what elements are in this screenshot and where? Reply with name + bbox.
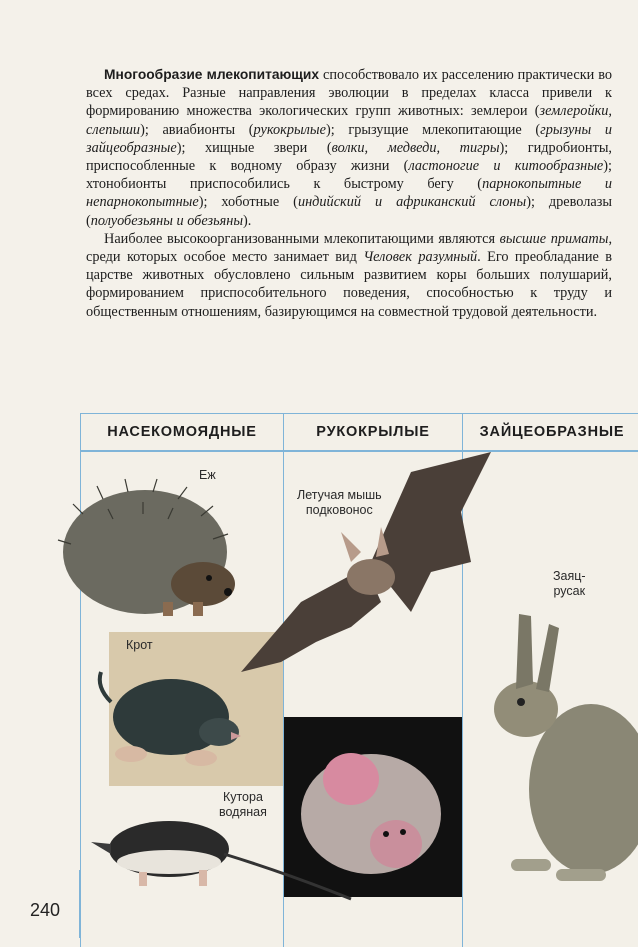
horseshoe-bat-illustration — [241, 452, 511, 677]
mole-label: Крот — [126, 638, 153, 652]
lead-term: Многообразие млекопитающих — [104, 67, 320, 82]
page-number: 240 — [30, 900, 61, 920]
horseshoe-bat-label: Летучая мышь подковонос — [297, 488, 382, 517]
column-header-bats: РУКОКРЫЛЫЕ — [284, 414, 462, 452]
mammal-groups-table — [80, 413, 638, 947]
page-number-rule — [79, 870, 80, 938]
main-text — [86, 66, 612, 321]
mole-illustration — [91, 662, 241, 777]
hedgehog-illustration — [53, 474, 238, 624]
paragraph-diversity: Многообразие млекопитающих способствовало их расселению практически во всех средах. Разные направления эволюции в пределах класса привели к формированию множества экологических групп животных: землерои (землеройки, слепыши); авиабионты (рукокрылые); грызущие млекопитающие (грызуны и зайцеобразные); хищные звери (волки, медведи, тигры); гидробионты, приспособленные к водному образу жизни (ластоногие и китообразные); хтонобионты приспособились к быстрому бегу (парнокопытные и непарнокопытные); хоботные (индийский и африканский слоны); древолазы (полуобезьяны и обезьяны). — [86, 67, 613, 229]
hare-label: Заяц- русак — [553, 569, 586, 598]
hare-illustration — [481, 604, 638, 899]
column-header-lagomorphs: ЗАЙЦЕОБРАЗНЫЕ — [463, 414, 638, 452]
bat-face-photo — [291, 724, 456, 894]
column-header-insectivores: НАСЕКОМОЯДНЫЕ — [81, 414, 283, 452]
paragraph-primates: Наиболее высокоорганизованными млекопитающими являются высшие приматы, среди которых особое место занимает вид Человек разумный. Его преобладание в царстве животных обусловлено сильным развитием коры больших полушарий, формированием приспособительного поведения, способностью к труду и общественным отношениям, базирующимся на совместной трудовой деятельности. — [86, 230, 613, 320]
water-shrew-label: Кутора водяная — [219, 790, 267, 819]
hedgehog-label: Еж — [199, 468, 216, 482]
